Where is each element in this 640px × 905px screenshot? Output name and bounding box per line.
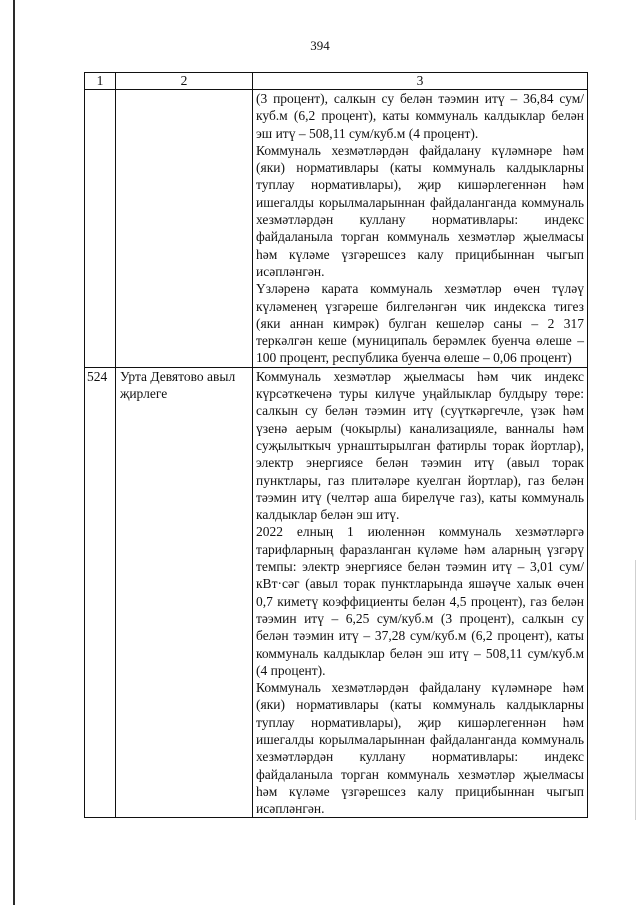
table-header-row <box>85 73 588 90</box>
settlement-name <box>116 90 253 368</box>
paragraph: Коммуналь хезмәтләрдән файдалану күләмнәре һәм (яки) нормативлары (каты коммуналь калдыкларны туплау нормативлары), җир кишәрлегеннән һәм ишегалды корылмаларыннан файдаланганда коммуналь хезмәтләрдән куллану нормативлары: индекс файдаланыла торган коммуналь хезмәтләр җыелмасы һәм күләме үзгәрешсез калу прицибыннан чыгып исәпләнгән. <box>256 142 584 279</box>
data-table <box>84 72 588 818</box>
settlement-name: Урта Девятово авыл җирлеге <box>116 367 253 818</box>
row-description <box>253 367 588 818</box>
row-number: 524 <box>85 367 116 818</box>
paragraph: (3 процент), салкын су белән тәэмин итү – 36,84 сум/куб.м (6,2 процент), каты коммуналь калдыклар белән эш итү – 508,11 сум/куб.м (4 процент). <box>256 91 584 141</box>
header-cell-3: 3 <box>253 73 588 90</box>
header-cell-2: 2 <box>116 73 253 90</box>
table-row <box>85 90 588 368</box>
row-number <box>85 90 116 368</box>
page-number: 394 <box>310 38 330 53</box>
paragraph: Коммуналь хезмәтләрдән файдалану күләмнәре һәм (яки) нормативлары (каты коммуналь калдыкларны туплау нормативлары), җир кишәрлегеннән һәм ишегалды корылмаларыннан файдаланганда коммуналь хезмәтләрдән куллану нормативлары: индекс файдаланыла торган коммуналь хезмәтләр җыелмасы һәм күләме үзгәрешсез калу прицибыннан чыгып исәпләнгән. <box>256 680 584 817</box>
scan-edge-right <box>635 560 636 820</box>
table-row <box>85 367 588 818</box>
scan-edge-left <box>13 0 15 905</box>
paragraph: 2022 елның 1 июленнән коммуналь хезмәтләргә тарифларның фаразланган күләме һәм аларның үзгәрү темпы: электр энергиясе белән тәэмин итү – 3,01 сум/кВт·сәг (авыл торак пунктларында яшәүче халык өчен 0,7 киметү коэффициенты белән 4,5 процент), газ белән тәэмин итү – 6,25 сум/куб.м (3 процент), салкын су белән тәэмин итү – 37,28 сум/куб.м (6,2 процент), каты коммуналь калдыклар белән эш итү – 508,11 сум/куб.м (4 процент). <box>256 524 584 678</box>
header-cell-1: 1 <box>85 73 116 90</box>
paragraph: Коммуналь хезмәтләр җыелмасы һәм чик индекс күрсәткеченә туры килүче уңайлыклар булдыру төре: салкын су белән тәэмин итү (суүткәргечле, үзәк һәм үзенә аерым (чокырлы) канализацияле, ванналы һәм суҗылыткыч урнаштырылган фатирлы торак йортлар), электр энергиясе белән тәэмин итү (авыл торак пунктлары, газ плитәләре куелган йортлар), газ белән тәэмин итү (челтәр аша бирелүче газ), каты коммуналь калдыклар белән эш итү. <box>256 368 584 523</box>
row-description <box>253 90 588 368</box>
paragraph: Үзләренә карата коммуналь хезмәтләр өчен түләү күләменең үзгәреше билгеләнгән чик индекска тигез (яки аннан кимрәк) булган кешеләр саны – 2 317 теркәлгән кеше (муниципаль берәмлек буенча өлеше – 100 процент, республика буенча өлеше – 0,06 процент) <box>256 281 584 366</box>
